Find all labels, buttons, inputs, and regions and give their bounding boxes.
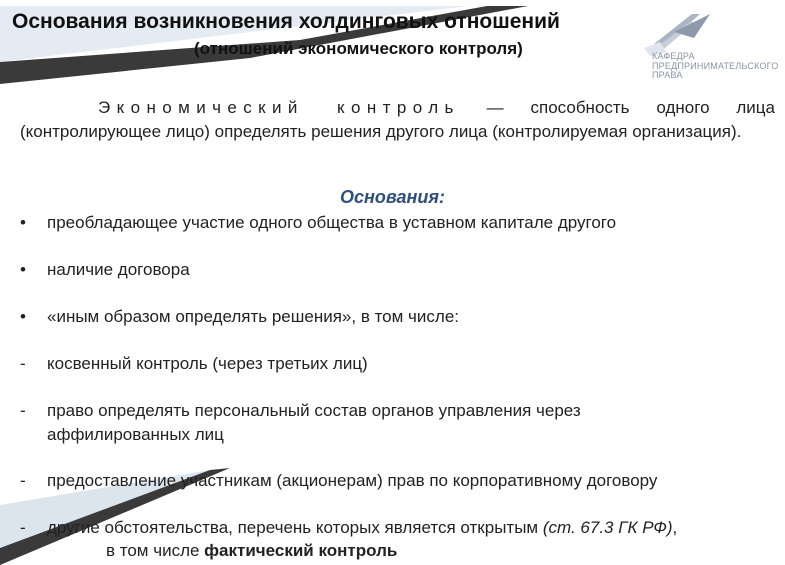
- dash-marker: -: [20, 471, 26, 490]
- page-title: Основания возникновения холдинговых отношений: [12, 10, 560, 33]
- bullet-marker: •: [20, 213, 26, 232]
- logo-line-2: ПРЕДПРИНИМАТЕЛЬСКОГО: [652, 60, 779, 71]
- item4-line2-prefix: в том числе: [106, 541, 205, 560]
- dash-marker: -: [20, 354, 26, 373]
- definition-paragraph: [20, 96, 775, 144]
- law-reference: (ст. 67.3 ГК РФ): [542, 518, 673, 537]
- sub-list-item-text: аффилированных лиц: [47, 425, 224, 444]
- definition-line3: организация).: [632, 122, 742, 141]
- bullet-marker: •: [20, 307, 26, 326]
- definition-term: Экономический контроль: [98, 98, 460, 117]
- dash-marker: -: [20, 518, 26, 537]
- factual-control-term: фактический контроль: [204, 541, 398, 560]
- logo-line-1: КАФЕДРА: [652, 51, 695, 61]
- department-logo-text: [652, 52, 778, 81]
- list-item-text: преобладающее участие одного общества в уставном капитале другого: [47, 213, 617, 232]
- sub-list-item-text: право определять персональный состав органов управления через: [47, 401, 581, 420]
- definition-line1: способность одного лица: [530, 98, 775, 117]
- top-white-band: [0, 0, 560, 6]
- sub-list-item-text: предоставление участникам (акционерам) прав по корпоративному договору: [47, 471, 658, 490]
- sub-list-item-continuation: [106, 539, 397, 563]
- item4-text: другие обстоятельства, перечень которых является открытым: [47, 518, 543, 537]
- list-item-text: наличие договора: [47, 260, 190, 279]
- logo-line-3: ПРАВА: [652, 70, 683, 80]
- list-item-text: «иным образом определять решения», в том числе:: [47, 307, 460, 326]
- dash-marker: -: [20, 401, 26, 420]
- bullet-marker: •: [20, 260, 26, 279]
- definition-line2: (контролирующее лицо) определять решения другого лица (контролируемая: [20, 122, 628, 141]
- sub-list-item-text: [47, 516, 677, 540]
- item4-comma: ,: [672, 518, 678, 537]
- definition-dash: —: [459, 98, 531, 117]
- grounds-heading: Основания:: [340, 187, 445, 207]
- page-subtitle: (отношений экономического контроля): [194, 39, 523, 58]
- sub-list-item-text: косвенный контроль (через третьих лиц): [47, 354, 368, 373]
